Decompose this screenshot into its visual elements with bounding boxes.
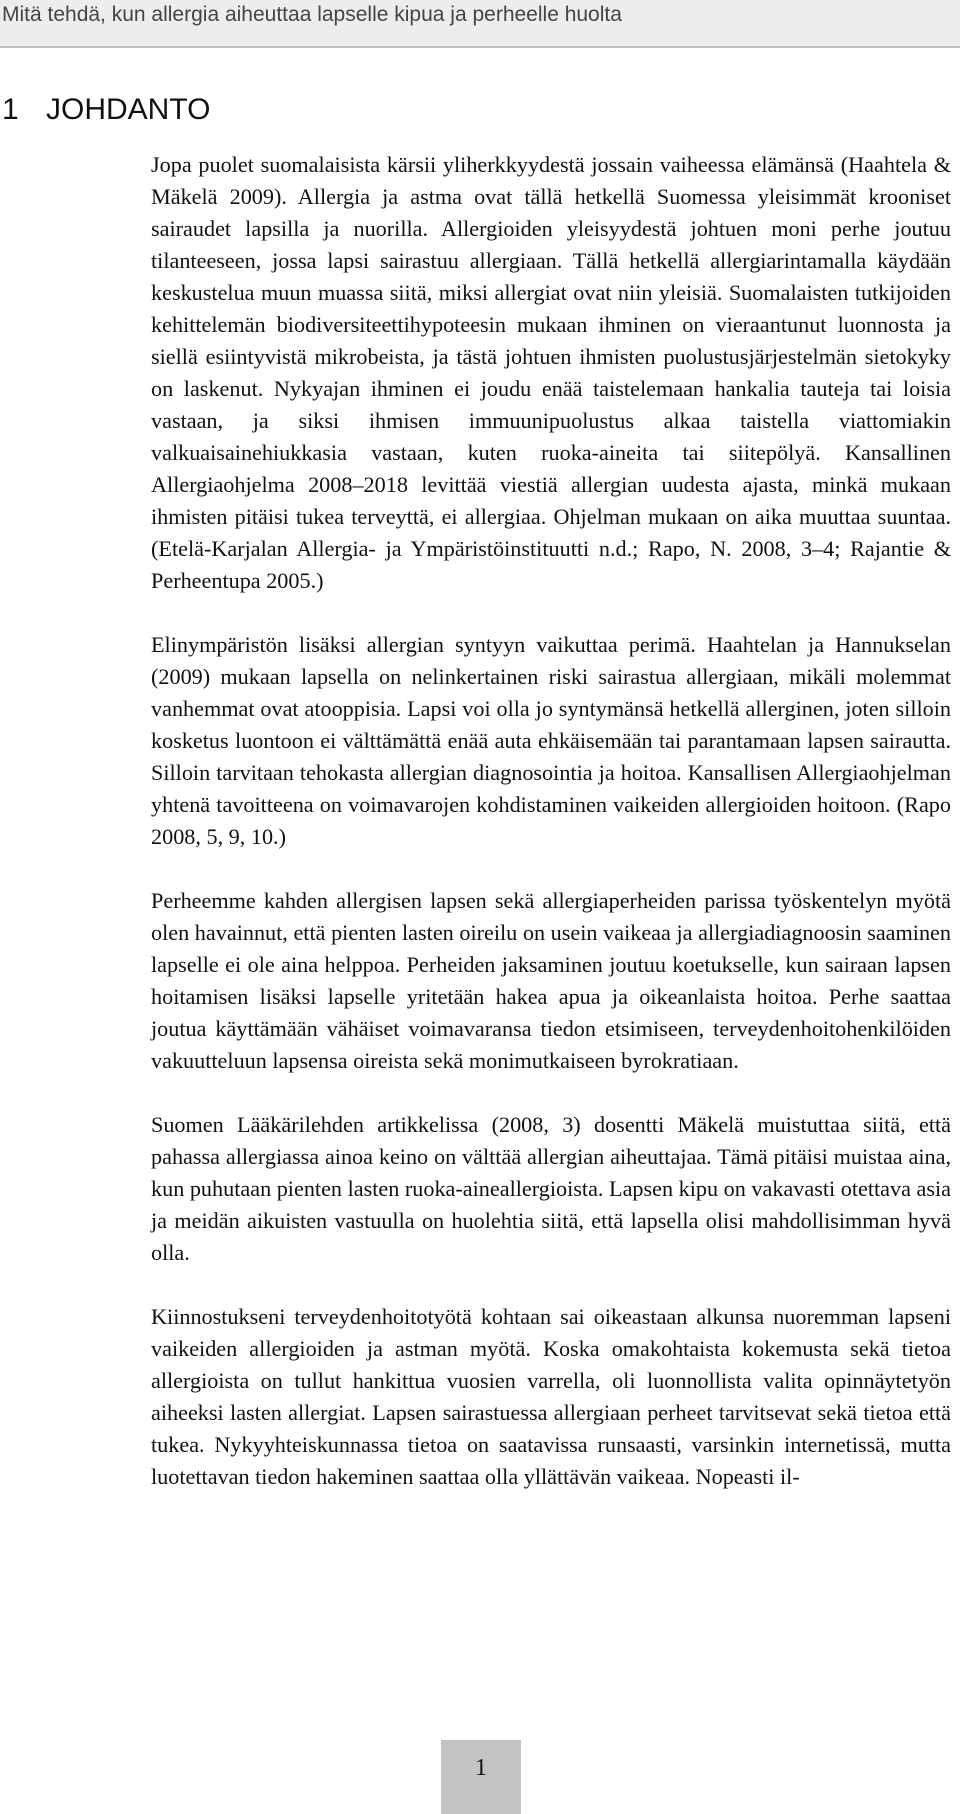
paragraph: Elinympäristön lisäksi allergian syntyyn vaikuttaa perimä. Haahtelan ja Hannukselan (2009) mukaan lapsella on nelinkertainen riski sairastua allergiaan, mikäli molemmat vanhemmat ovat atooppisia. Lapsi voi olla jo syntymänsä hetkellä allerginen, joten silloin kosketus luontoon ei välttämättä enää auta ehkäisemään tai parantamaan lapsen sairautta. Silloin tarvitaan tehokasta allergian diagnosointia ja hoitoa. Kansallisen Allergiaohjelman yhtenä tavoitteena on voimavarojen kohdistaminen vaikeiden allergioiden hoitoon. (Rapo 2008, 5, 9, 10.) <box>151 632 951 849</box>
paragraph: Perheemme kahden allergisen lapsen sekä allergiaperheiden parissa työskentelyn myötä olen havainnut, että pienten lasten oireilu on usein vaikeaa ja allergiadiagnoosin saaminen lapselle ei ole aina helppoa. Perheiden jaksaminen joutuu koetukselle, kun sairaan lapsen hoitamisen lisäksi lapselle yritetään hakea apua ja oikeanlaista hoitoa. Perhe saattaa joutua käyttämään vähäiset voimavaransa tiedon etsimiseen, terveydenhoitohenkilöiden vakuutteluun lapsensa oireista sekä monimutkaiseen byrokratiaan. <box>151 888 951 1073</box>
paragraph: Suomen Lääkärilehden artikkelissa (2008, 3) dosentti Mäkelä muistuttaa siitä, että pahassa allergiassa ainoa keino on välttää allergian aiheuttajaa. Tämä pitäisi muistaa aina, kun puhutaan pienten lasten ruoka-aineallergioista. Lapsen kipu on vakavasti otettava asia ja meidän aikuisten vastuulla on huolehtia siitä, että lapsella olisi mahdollisimman hyvä olla. <box>151 1112 951 1265</box>
document-title: Mitä tehdä, kun allergia aiheuttaa lapselle kipua ja perheelle huolta <box>2 3 622 26</box>
chapter-number: 1 <box>2 93 19 126</box>
running-header <box>0 0 960 48</box>
paragraph: Jopa puolet suomalaisista kärsii yliherkkyydestä jossain vaiheessa elämänsä (Haahtela & Mäkelä 2009). Allergia ja astma ovat tällä hetkellä Suomessa yleisimmät krooniset sairaudet lapsilla ja nuorilla. Allergioiden yleisyydestä johtuen moni perhe joutuu tilanteeseen, jossa lapsi sairastuu allergiaan. Tällä hetkellä allergiarintamalla käydään keskustelua muun muassa siitä, miksi allergiat ovat niin yleisiä. Suomalaisten tutkijoiden kehittelemän biodiversiteettihypoteesin mukaan ihminen on vieraantunut luonnosta ja siellä esiintyvistä mikrobeista, ja tästä johtuen ihmisten puolustusjärjestelmän sietokyky on laskenut. Nykyajan ihminen ei joudu enää taistelemaan hankalia tauteja tai loisia vastaan, ja siksi ihmisen immuunipuolustus alkaa taistella viattomiakin valkuaisainehiukkasia vastaan, kuten ruoka-aineita tai siitepölyä. Kansallinen Allergiaohjelma 2008–2018 levittää viestiä allergian uudesta ajasta, minkä mukaan ihmisten pitäisi tukea terveyttä, ei allergiaa. Ohjelman mukaan on aika muuttaa suuntaa. (Etelä-Karjalan Allergia- ja Ympäristöinstituutti n.d.; Rapo, N. 2008, 3–4; Rajantie & Perheentupa 2005.) <box>151 152 951 593</box>
page-footer <box>0 1740 960 1814</box>
body-text <box>151 149 951 1493</box>
chapter-title: JOHDANTO <box>46 93 211 126</box>
chapter-heading <box>2 90 210 130</box>
page-number: 1 <box>441 1740 521 1814</box>
paragraph: Kiinnostukseni terveydenhoitotyötä kohtaan sai oikeastaan alkunsa nuoremman lapseni vaikeiden allergioiden ja astman myötä. Koska omakohtaista kokemusta sekä tietoa allergioista on tullut hankittua vuosien varrella, oli luonnollista valita opinnäytetyön aiheeksi lasten allergiat. Lapsen sairastuessa allergiaan perheet tarvitsevat sekä tietoa että tukea. Nykyyhteiskunnassa tietoa on saatavissa runsaasti, varsinkin internetissä, mutta luotettavan tiedon hakeminen saattaa olla yllättävän vaikeaa. Nopeasti il- <box>151 1304 951 1489</box>
